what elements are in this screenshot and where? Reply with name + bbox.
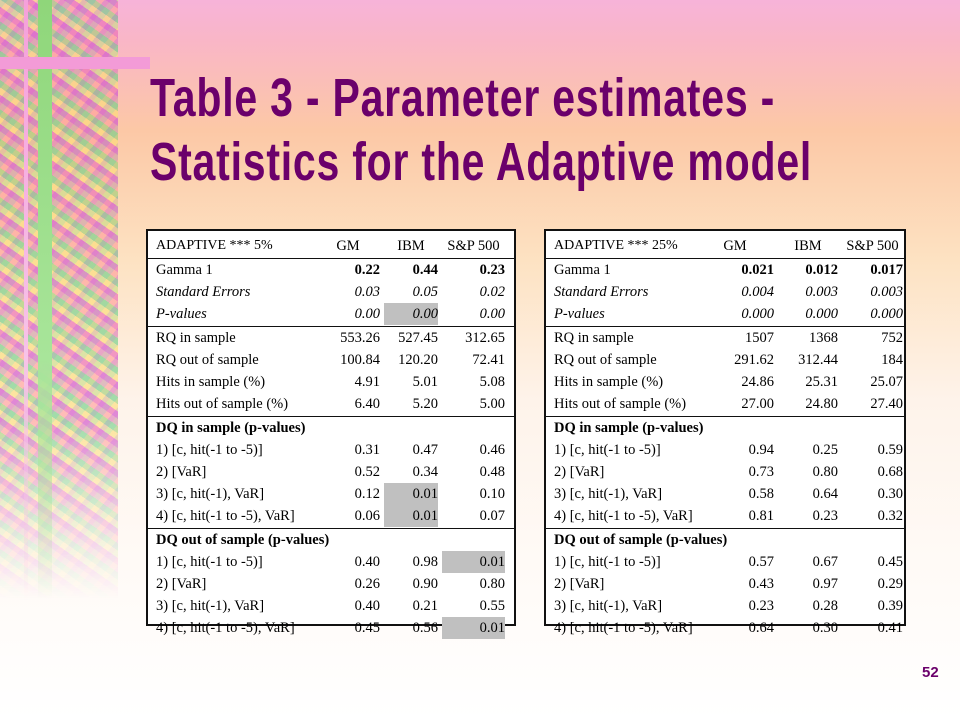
table-row [148, 461, 514, 483]
value-cell: 6.40 [354, 396, 380, 412]
table-row [148, 417, 514, 439]
row-label: 4) [c, hit(-1 to -5), VaR] [554, 508, 693, 524]
value-cell: 0.56 [412, 620, 438, 636]
row-label: 2) [VaR] [554, 464, 605, 480]
table-row [546, 259, 904, 281]
value-cell: 0.90 [412, 576, 438, 592]
value-cell [696, 417, 774, 439]
value-cell [842, 417, 903, 439]
row-label: Hits out of sample (%) [156, 396, 289, 412]
value-cell: 527.45 [398, 330, 438, 346]
table-row [546, 281, 904, 303]
value-cell: 0.00 [354, 306, 380, 322]
row-label: 4) [c, hit(-1 to -5), VaR] [554, 620, 693, 636]
table-header-row [148, 235, 514, 257]
row-label: 4) [c, hit(-1 to -5), VaR] [156, 508, 295, 524]
column-header: S&P 500 [447, 238, 500, 254]
value-cell: 0.46 [479, 442, 505, 458]
table-section-divider [148, 528, 514, 529]
value-cell: 0.23 [812, 508, 838, 524]
value-cell: 0.03 [354, 284, 380, 300]
value-cell: 72.41 [472, 352, 505, 368]
value-cell: 0.00 [384, 303, 438, 325]
value-cell: 0.01 [442, 617, 505, 639]
value-cell: 0.28 [812, 598, 838, 614]
value-cell: 0.81 [748, 508, 774, 524]
value-cell: 100.84 [340, 352, 380, 368]
value-cell: 0.44 [412, 262, 438, 278]
value-cell: 312.65 [465, 330, 505, 346]
table-row [546, 483, 904, 505]
value-cell: 0.45 [877, 554, 903, 570]
value-cell: 752 [881, 330, 903, 346]
table-section-divider [546, 416, 904, 417]
value-cell: 120.20 [398, 352, 438, 368]
table-header-row [546, 235, 904, 257]
row-label: 3) [c, hit(-1), VaR] [554, 598, 663, 614]
value-cell: 0.52 [354, 464, 380, 480]
table-section-divider [546, 258, 904, 259]
table-row [546, 529, 904, 551]
value-cell [696, 529, 774, 551]
value-cell: 0.12 [354, 486, 380, 502]
table-row [546, 327, 904, 349]
row-label: 3) [c, hit(-1), VaR] [156, 486, 265, 502]
table-section-divider [546, 326, 904, 327]
table-row [546, 573, 904, 595]
value-cell: 0.021 [741, 262, 774, 278]
row-label: 1) [c, hit(-1 to -5)] [554, 554, 661, 570]
table-row [148, 595, 514, 617]
slide-title [150, 66, 813, 194]
decorative-green-bar [38, 0, 52, 600]
table-row [546, 551, 904, 573]
column-header: GM [336, 238, 360, 254]
value-cell: 1507 [745, 330, 774, 346]
value-cell: 0.012 [805, 262, 838, 278]
decorative-pattern [0, 0, 118, 600]
value-cell: 4.91 [354, 374, 380, 390]
value-cell: 5.01 [412, 374, 438, 390]
value-cell: 0.98 [412, 554, 438, 570]
value-cell: 0.48 [479, 464, 505, 480]
value-cell: 0.73 [748, 464, 774, 480]
value-cell: 0.34 [412, 464, 438, 480]
table-row [546, 349, 904, 371]
value-cell: 0.40 [354, 554, 380, 570]
value-cell: 0.07 [479, 508, 505, 524]
value-cell: 0.003 [805, 284, 838, 300]
value-cell [442, 417, 505, 439]
value-cell: 5.08 [479, 374, 505, 390]
value-cell: 553.26 [340, 330, 380, 346]
row-label: 3) [c, hit(-1), VaR] [156, 598, 265, 614]
row-label: DQ in sample (p-values) [156, 420, 306, 436]
table-row [546, 371, 904, 393]
table-adaptive-5pct [146, 229, 516, 636]
value-cell: 0.45 [354, 620, 380, 636]
value-cell: 0.003 [870, 284, 903, 300]
table-row [546, 505, 904, 527]
value-cell: 0.58 [748, 486, 774, 502]
value-cell: 0.32 [877, 508, 903, 524]
value-cell: 0.25 [812, 442, 838, 458]
table-section-divider [148, 416, 514, 417]
value-cell: 0.017 [870, 262, 903, 278]
value-cell: 27.00 [741, 396, 774, 412]
value-cell: 0.39 [877, 598, 903, 614]
value-cell: 24.86 [741, 374, 774, 390]
value-cell: 0.26 [354, 576, 380, 592]
value-cell: 0.41 [877, 620, 903, 636]
value-cell: 0.00 [479, 306, 505, 322]
table-row [148, 303, 514, 325]
value-cell: 0.80 [812, 464, 838, 480]
value-cell: 5.00 [479, 396, 505, 412]
table-row [546, 303, 904, 325]
table-section-divider [148, 326, 514, 327]
value-cell: 0.94 [748, 442, 774, 458]
row-label: DQ out of sample (p-values) [156, 532, 330, 548]
table-row [148, 327, 514, 349]
value-cell: 25.31 [805, 374, 838, 390]
value-cell: 0.43 [748, 576, 774, 592]
row-label: 1) [c, hit(-1 to -5)] [554, 442, 661, 458]
value-cell: 0.000 [870, 306, 903, 322]
table-row [546, 439, 904, 461]
value-cell: 0.06 [354, 508, 380, 524]
value-cell [384, 417, 438, 439]
column-header: GM [723, 238, 747, 254]
row-label: RQ out of sample [156, 352, 259, 368]
column-header: S&P 500 [846, 238, 899, 254]
value-cell: 312.44 [798, 352, 838, 368]
value-cell: 0.01 [384, 505, 438, 527]
table-title-cell: ADAPTIVE *** 5% [156, 238, 273, 253]
value-cell: 0.30 [877, 486, 903, 502]
value-cell: 0.01 [384, 483, 438, 505]
value-cell: 0.21 [412, 598, 438, 614]
value-cell: 24.80 [805, 396, 838, 412]
table-row [148, 371, 514, 393]
value-cell: 0.02 [479, 284, 505, 300]
value-cell: 0.23 [479, 262, 505, 278]
value-cell: 27.40 [870, 396, 903, 412]
value-cell: 0.57 [748, 554, 774, 570]
row-label: Gamma 1 [554, 262, 611, 278]
table-row [546, 461, 904, 483]
value-cell: 0.64 [812, 486, 838, 502]
row-label: 1) [c, hit(-1 to -5)] [156, 442, 263, 458]
value-cell: 0.004 [741, 284, 774, 300]
table-row [148, 281, 514, 303]
value-cell [442, 529, 505, 551]
table-row [148, 439, 514, 461]
row-label: RQ in sample [554, 330, 634, 346]
value-cell: 5.20 [412, 396, 438, 412]
table-row [148, 573, 514, 595]
row-label: Standard Errors [554, 284, 649, 300]
column-header: IBM [794, 238, 822, 254]
value-cell: 0.01 [442, 551, 505, 573]
value-cell: 0.000 [741, 306, 774, 322]
row-label: P-values [554, 306, 605, 322]
value-cell: 184 [881, 352, 903, 368]
value-cell: 0.47 [412, 442, 438, 458]
value-cell [384, 529, 438, 551]
table-row [546, 393, 904, 415]
decorative-thin-bar [24, 0, 28, 600]
table-row [148, 393, 514, 415]
row-label: Hits out of sample (%) [554, 396, 687, 412]
table-section-divider [148, 258, 514, 259]
row-label: Hits in sample (%) [156, 374, 266, 390]
value-cell: 0.97 [812, 576, 838, 592]
table-section-divider [546, 528, 904, 529]
row-label: Gamma 1 [156, 262, 213, 278]
value-cell [842, 529, 903, 551]
value-cell: 0.67 [812, 554, 838, 570]
row-label: DQ out of sample (p-values) [554, 532, 728, 548]
value-cell: 0.30 [812, 620, 838, 636]
value-cell: 0.80 [479, 576, 505, 592]
value-cell: 0.05 [412, 284, 438, 300]
table-row [148, 505, 514, 527]
column-header: IBM [397, 238, 425, 254]
value-cell: 1368 [809, 330, 838, 346]
value-cell: 25.07 [870, 374, 903, 390]
table-row [546, 595, 904, 617]
row-label: RQ out of sample [554, 352, 657, 368]
value-cell: 291.62 [734, 352, 774, 368]
value-cell: 0.23 [748, 598, 774, 614]
row-label: Standard Errors [156, 284, 251, 300]
value-cell: 0.68 [877, 464, 903, 480]
value-cell: 0.10 [479, 486, 505, 502]
slide-title-line-2: Statistics for the Adaptive model [150, 132, 813, 192]
table-title-cell: ADAPTIVE *** 25% [554, 238, 678, 253]
table-row [148, 259, 514, 281]
row-label: 2) [VaR] [156, 464, 207, 480]
table-row [148, 551, 514, 573]
value-cell [316, 417, 380, 439]
table-adaptive-25pct [544, 229, 906, 636]
row-label: 1) [c, hit(-1 to -5)] [156, 554, 263, 570]
value-cell [778, 417, 838, 439]
value-cell: 0.55 [479, 598, 505, 614]
row-label: 4) [c, hit(-1 to -5), VaR] [156, 620, 295, 636]
value-cell: 0.59 [877, 442, 903, 458]
value-cell: 0.31 [354, 442, 380, 458]
table-row [148, 349, 514, 371]
value-cell: 0.000 [805, 306, 838, 322]
slide-title-line-1: Table 3 - Parameter estimates - [150, 68, 775, 128]
value-cell [778, 529, 838, 551]
decorative-pink-bar [0, 57, 150, 69]
row-label: Hits in sample (%) [554, 374, 664, 390]
value-cell [316, 529, 380, 551]
value-cell: 0.29 [877, 576, 903, 592]
table-row [546, 417, 904, 439]
row-label: RQ in sample [156, 330, 236, 346]
value-cell: 0.22 [354, 262, 380, 278]
row-label: P-values [156, 306, 207, 322]
table-row [148, 617, 514, 639]
table-row [546, 617, 904, 639]
row-label: 3) [c, hit(-1), VaR] [554, 486, 663, 502]
table-row [148, 529, 514, 551]
row-label: DQ in sample (p-values) [554, 420, 704, 436]
row-label: 2) [VaR] [156, 576, 207, 592]
table-row [148, 483, 514, 505]
row-label: 2) [VaR] [554, 576, 605, 592]
value-cell: 0.40 [354, 598, 380, 614]
page-number: 52 [922, 664, 939, 681]
value-cell: 0.64 [748, 620, 774, 636]
